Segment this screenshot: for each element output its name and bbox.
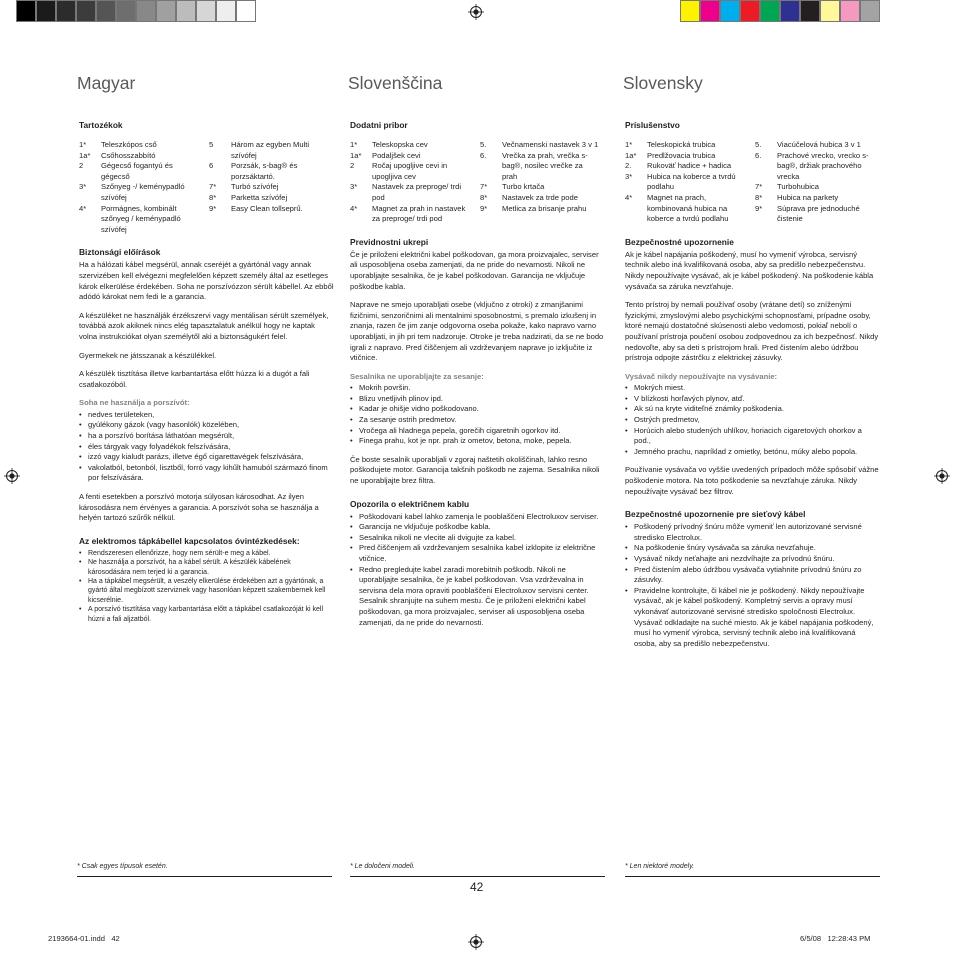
accessory-number: 9* [480,203,488,213]
gray-swatch [16,0,36,22]
accessory-item [480,151,605,183]
accessory-item [625,161,755,172]
list-item: • Mokrih površin. [350,383,605,394]
accessory-number: 9* [755,203,763,213]
accessory-number: 1* [79,140,87,149]
column-body [625,120,880,657]
accessory-number: 5. [480,140,487,149]
never-use-heading: Vysávač nikdy nepoužívajte na vysávanie: [625,371,778,381]
accessory-name: Magnet na prach, kombinovaná hubica na koberce a tvrdú podlahu [647,192,729,224]
accessory-item [625,172,755,193]
list-item: • Mokrých miest. [625,383,880,394]
gray-swatch [156,0,176,22]
accessory-item [480,204,605,215]
accessory-name: Pormágnes, kombinált szőnyeg / keménypadló szívófej [101,203,181,234]
accessories-list [350,140,605,225]
gray-swatch [236,0,256,22]
accessory-number: 4* [79,203,87,213]
accessory-item [350,161,480,182]
process-color-bar [680,0,880,22]
gray-swatch [216,0,236,22]
list-item: • izzó vagy kialudt parázs, illetve égő cigarettavégek felszívására, [79,452,334,463]
accessory-item [755,193,880,204]
cable-list [625,522,880,649]
list-item: • Na poškodenie šnúry vysávača sa záruka nevzťahuje. [625,543,880,554]
accessory-name: Podaljšek cevi [372,150,421,160]
cable-heading: Bezpečnostné upozornenie pre sieťový kábel [625,509,806,520]
accessory-name: Nastavek za trde pode [502,192,578,202]
grayscale-color-bar [16,0,256,22]
accessory-name: Súprava pre jednoduché čistenie [777,203,860,224]
accessory-number: 7* [480,182,488,192]
color-swatch [700,0,720,22]
accessory-name: Ročaj upogljive cevi in upogljiva cev [372,161,448,181]
list-item: • vakolatból, betonból, lisztből, forró vagy kihűlt hamuból származó finom por felszívására. [79,463,334,484]
accessory-item [625,140,755,151]
list-item: • éles tárgyak vagy folyadékok felszívására, [79,442,334,453]
accessory-name: Turbo krtača [502,182,545,192]
accessory-name: Teleszkópos cső [101,140,157,149]
footer-rule-center [350,876,605,877]
safety-paragraph: Če je priloženi električni kabel poškodovan, ga mora proizvajalec, serviser ali usposobljena oseba zamenjati, da ne pride do nevarnosti. Nikoli ne uporabljajte sesalnika, če je kabel poškodovan. Garancija ne vključuje poškodbe kabla. [350,249,599,291]
accessory-number: 2. [625,161,632,171]
accessory-number: 1a* [350,150,362,160]
safety-heading: Previdnostni ukrepi [350,236,429,247]
list-item: • A porszívó tisztítása vagy karbantartása előtt a tápkábel csatlakozóját ki kell húzni a fali aljzatból. [79,605,334,624]
gray-swatch [96,0,116,22]
accessory-name: Rukoväť hadice + hadica [647,161,732,171]
language-title: Magyar [77,73,136,93]
accessory-item [79,140,209,151]
list-item: • ha a porszívó borítása láthatóan megsérült, [79,431,334,442]
accessories-list [79,140,334,235]
list-item: • Finega prahu, kot je npr. prah iz ometov, betona, moke, pepela. [350,436,605,447]
accessory-name: Három az egyben Multi szívófej [231,140,310,160]
accessory-item [755,182,880,193]
accessory-name: Teleskopska cev [372,140,428,149]
accessory-item [350,151,480,162]
gray-swatch [56,0,76,22]
page-number: 42 [470,880,484,894]
list-item: • Za sesanje ostrih predmetov. [350,415,605,426]
column-body [79,120,334,632]
accessory-number: 4* [625,192,633,202]
gray-swatch [176,0,196,22]
registration-mark-top-icon [468,4,484,20]
accessory-name: Turbohubica [777,182,819,192]
registration-mark-right-icon [934,468,950,484]
list-item: • Blizu vnetljivih plinov ipd. [350,394,605,405]
accessory-name: Hubica na koberce a tvrdú podlahu [647,171,736,192]
registration-mark-left-icon [4,468,20,484]
accessories-column [755,140,880,225]
accessory-name: Nastavek za preproge/ trdi pod [372,182,462,202]
accessory-item [209,204,334,215]
list-item: • nedves területeken, [79,410,334,421]
color-swatch [860,0,880,22]
accessory-item [480,182,605,193]
motor-damage-paragraph: Používanie vysávača vo vyššie uvedených prípadoch môže spôsobiť vážne poškodenie motora. Na toto poškodenie sa nevzťahuje záruka. Nikdy nepoužívajte vysávač bez filtrov. [625,465,879,496]
accessories-column [350,140,480,225]
accessories-column [480,140,605,225]
list-item: • Sesalnika nikoli ne vlecite ali dvigujte za kabel. [350,533,605,544]
accessory-item [209,182,334,193]
footer-rule-left [77,876,332,877]
accessory-number: 8* [209,192,217,202]
column-slovensky [623,72,880,648]
accessories-list [625,140,880,225]
motor-damage-paragraph: Če boste sesalnik uporabljali v zgoraj naštetih okoliščinah, lahko resno poškodujete motor. Garancija takšnih poškodb ne zajema. Sesalnika nikoli ne uporabljajte brez filtra. [350,454,600,486]
accessory-number: 2 [350,161,355,171]
accessory-item [755,151,880,183]
accessories-heading: Príslušenstvo [625,120,680,130]
list-item: • gyúlékony gázok (vagy hasonlók) közelében, [79,420,334,431]
footer-rule-right [625,876,880,877]
footnote-slovenscina: * Le določeni modeli. [350,863,415,870]
footnote-magyar: * Csak egyes típusok esetén. [77,863,168,870]
accessory-item [755,204,880,225]
accessory-name: Easy Clean tollseprű. [231,203,303,213]
gray-swatch [196,0,216,22]
accessory-item [79,182,209,203]
color-swatch [800,0,820,22]
accessory-number: 3* [625,171,633,181]
accessory-number: 2 [79,161,84,171]
list-item: • Ak sú na kryte viditeľné známky poškodenia. [625,404,880,415]
safety-paragraph: Ak je kábel napájania poškodený, musí ho vymeniť výrobca, servisný technik alebo iná kvalifikovaná osoba, aby sa predišlo nebezpečenstvu. Nikdy nepoužívajte vysávač, ak je kábel poškodený. Na poškodenie kábla vysávača sa záruka nevzťahuje. [625,249,874,291]
accessory-name: Hubica na parkety [777,192,839,202]
accessory-name: Metlica za brisanje prahu [502,203,587,213]
list-item: • Garancija ne vključuje poškodbe kabla. [350,522,605,533]
cable-heading: Opozorila o električnem kablu [350,498,470,509]
cable-heading: Az elektromos tápkábellel kapcsolatos óvintézkedések: [79,535,300,546]
accessory-number: 3* [350,182,358,192]
list-item: • Pravidelne kontrolujte, či kábel nie je poškodený. Nikdy nepoužívajte vysávač, ak je kábel poškodený. Kompletný servis a opravy musí vykonávať autorizované servisné stredisko spoločnosti Electrolux. Vysávač odkladajte na suché miesto. Ak je kábel napájania poškodený, musí ho vymeniť výrobca, servisný technik alebo iná kvalifikovaná osoba, aby sa predišlo nebezpečenstvu. [625,586,880,650]
accessory-number: 7* [755,182,763,192]
accessory-number: 5. [755,140,762,149]
accessory-item [480,193,605,204]
accessory-number: 8* [755,192,763,202]
slug-file-info: 2193664-01.indd 42 [48,934,120,943]
accessory-item [79,204,209,236]
list-item: • V blízkosti horľavých plynov, atď. [625,394,880,405]
color-swatch [840,0,860,22]
motor-damage-paragraph: A fenti esetekben a porszívó motorja súlyosan károsodhat. Az ilyen károsodásra nem érvényes a garancia. A porszívót soha se használja a helyén tartozó szűrők nélkül. [79,492,319,523]
accessory-number: 6. [480,150,487,160]
column-body [350,120,605,636]
accessory-number: 4* [350,203,358,213]
list-item: • Ne használja a porszívót, ha a kábel sérült. A készülék kábelének károsodására nem terjed ki a garancia. [79,558,334,577]
safety-heading: Biztonsági előírások [79,247,161,258]
accessory-name: Turbó szívófej [231,182,279,192]
color-swatch [760,0,780,22]
accessory-item [480,140,605,151]
accessories-heading: Dodatni pribor [350,120,408,130]
accessory-item [350,140,480,151]
list-item: • Ostrých predmetov, [625,415,880,426]
column-magyar [77,72,334,623]
never-use-heading: Sesalnika ne uporabljajte za sesanje: [350,371,484,381]
accessory-item [209,140,334,161]
gray-swatch [36,0,56,22]
accessory-number: 1* [350,140,358,149]
accessory-name: Gégecső fogantyú és gégecső [101,161,173,181]
list-item: • Horúcich alebo studených uhlíkov, horiacich cigaretových ohorkov a pod., [625,426,880,447]
language-title: Slovensky [623,73,703,93]
accessory-number: 1a* [625,150,637,160]
safety-paragraph: Gyermekek ne játsszanak a készülékkel. [79,350,217,360]
accessory-number: 6 [209,161,214,171]
accessory-number: 9* [209,203,217,213]
accessory-name: Vrečka za prah, vrečka s-bag®, nosilec vrečke za prah [502,150,588,181]
accessory-item [625,151,755,162]
accessory-item [209,161,334,182]
accessory-name: Parketta szívófej [231,192,288,202]
registration-mark-bottom-icon [468,934,484,950]
accessory-item [755,140,880,151]
color-swatch [780,0,800,22]
never-use-heading: Soha ne használja a porszívót: [79,398,190,408]
list-item: • Vysávač nikdy neťahajte ani nezdvíhajte za prívodnú šnúru. [625,554,880,565]
cable-list [79,549,334,624]
list-item: • Poškodený prívodný šnúru môže vymeniť len autorizované servisné stredisko Electrolux. [625,522,880,543]
footnote-slovensky: * Len niektoré modely. [625,863,695,870]
accessory-name: Prachové vrecko, vrecko s-bag®, držiak prachového vrecka [777,150,869,181]
accessory-item [79,151,209,162]
color-swatch [680,0,700,22]
accessory-item [209,193,334,204]
never-use-list [79,410,334,484]
accessories-heading: Tartozékok [79,120,123,130]
safety-heading: Bezpečnostné upozornenie [625,236,734,247]
color-swatch [740,0,760,22]
accessories-column [79,140,209,235]
accessory-number: 5 [209,140,214,149]
accessory-name: Szőnyeg -/ keménypadló szívófej [101,182,185,202]
column-slovenscina [348,72,605,627]
accessory-item [625,193,755,225]
accessory-number: 1* [625,140,633,149]
color-swatch [720,0,740,22]
accessory-number: 8* [480,192,488,202]
list-item: • Ha a tápkábel megsérült, a veszély elkerülése érdekében azt a gyártónak, a gyártó által megbízott szerviznek vagy hasonlóan képzett szakembernek kell kicserélnie. [79,577,334,605]
accessory-number: 3* [79,182,87,192]
safety-paragraph: Tento prístroj by nemali používať osoby (vrátane detí) so zníženými fyzickými, zmyslovými alebo psychickými schopnosťami, prípadne osoby, ktoré nemajú dostatočné skúsenosti alebo vedomosti, pokiaľ nebolí o používaní prístroja poučení osobou zodpovednou za ich bezpečnosť. Nikdy nedovoľte, aby sa deti s prístrojom hrali. Pred čistením alebo údržbou prístroja odpojte zástrčku z elektrickej zásuvky. [625,300,879,363]
safety-paragraph: Ha a hálózati kábel megsérül, annak cseréjét a gyártónál vagy annak szervizében kell elvégezni megfelelően képzett személy által az esetleges károk elkerülése érdekében. Soha ne porszívózzon sérült kábellel. Az ebből adódó károkat nem fedi le a garancia. [79,260,334,302]
cable-list [350,512,605,629]
accessory-item [350,182,480,203]
accessory-name: Večnamenski nastavek 3 v 1 [502,140,599,149]
safety-paragraph: Naprave ne smejo uporabljati osebe (vključno z otroki) z zmanjšanimi fizičnimi, senzoričnimi ali mentalnimi sposobnostmi, s premalo izkušenj in znanja, razen če jim zanje odgovorna oseba pokaže, kako napravo varno uporabljati, in jih pri tem nadzoruje. Otroke je treba nadzirati, da se ne bodo igrali z napravo. Pred čiščenjem ali vzdrževanjem naprave jo izključite iz vtičnice. [350,300,604,363]
accessories-column [209,140,334,235]
accessory-number: 6. [755,150,762,160]
list-item: • Rendszeresen ellenőrizze, hogy nem sérült-e meg a kábel. [79,549,334,558]
accessory-number: 7* [209,182,217,192]
accessory-name: Predlžovacia trubica [647,150,716,160]
list-item: • Redno pregledujte kabel zaradi morebitnih poškodb. Nikoli ne uporabljajte sesalnika, če je kabel poškodovan. Vsa vzdrževalna in servisna dela mora opraviti pooblaščeni Electroluxov servisni center. Sesalnik shranjujte na suhem mestu. Če je priloženi električni kabel poškodovan, ga mora proizvajalec, serviser ali usposobljena oseba zamenjati, da ne pride do nevarnosti. [350,565,605,629]
list-item: • Jemného prachu, napríklad z omietky, betónu, múky alebo popola. [625,447,880,458]
accessory-item [79,161,209,182]
accessory-item [350,204,480,225]
accessory-name: Teleskopická trubica [647,140,716,149]
safety-paragraph: A készülék tisztítása illetve karbantartása előtt húzza ki a dugót a fali csatlakozóból. [79,369,310,389]
gray-swatch [136,0,156,22]
accessory-name: Csőhosszabbító [101,150,156,160]
language-title: Slovenščina [348,73,443,93]
list-item: • Pred čistením alebo údržbou vysávača vytiahnite prívodnú šnúru zo zásuvky. [625,565,880,586]
color-swatch [820,0,840,22]
accessories-column [625,140,755,225]
gray-swatch [116,0,136,22]
list-item: • Kadar je ohišje vidno poškodovano. [350,404,605,415]
list-item: • Pred čiščenjem ali vzdrževanjem sesalnika kabel izklopite iz električne vtičnice. [350,543,605,564]
never-use-list [350,383,605,447]
never-use-list [625,383,880,457]
accessory-name: Magnet za prah in nastavek za preproge/ trdi pod [372,203,466,224]
safety-paragraph: A készüléket ne használják érzékszervi vagy mentálisan sérült személyek, továbbá azok akiknek nincs elég tapasztalatuk anélkül hogy ne kaptak volna instrukciókat olyan személytől aki a biztonságukért felel. [79,310,329,341]
gray-swatch [76,0,96,22]
accessory-number: 1a* [79,150,91,160]
accessory-name: Viacúčelová hubica 3 v 1 [777,140,861,149]
accessory-name: Porzsák, s-bag® és porzsáktartó. [231,161,298,181]
list-item: • Vročega ali hladnega pepela, gorečih cigaretnih ogorkov itd. [350,426,605,437]
list-item: • Poškodovani kabel lahko zamenja le pooblaščeni Electroluxov serviser. [350,512,605,523]
slug-timestamp: 6/5/08 12:28:43 PM [800,934,871,943]
